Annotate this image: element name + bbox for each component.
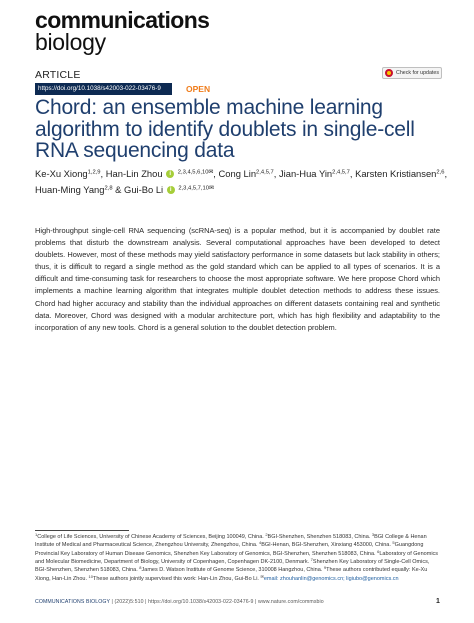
doi-link[interactable]: https://doi.org/10.1038/s42003-022-03476-9 — [35, 83, 172, 95]
author-name[interactable]: Ke-Xu Xiong — [35, 168, 88, 179]
author-name[interactable]: Huan-Ming Yang — [35, 184, 105, 195]
journal-name-line2: biology — [35, 29, 106, 55]
footnote-number: 9 — [323, 565, 327, 571]
footnote-number: 10 — [88, 573, 93, 579]
footnote-text: College of Life Sciences, University of Chinese Academy of Sciences, Beijing 100049, China. — [37, 534, 266, 540]
footnote-text: Guangdong Provincial Key Laboratory of Human Disease Genomics, Shenzhen Key Laboratory of Genomics, BGI-Shenzhen, Shenzhen 518083, China. — [35, 542, 424, 557]
footnote-text: These authors jointly supervised this work: Han-Lin Zhou, Gui-Bo Li. — [92, 575, 261, 582]
open-access-label: OPEN — [186, 84, 211, 94]
author-name[interactable]: Jian-Hua Yin — [278, 168, 333, 179]
footnote-text: BGI-Henan, BGI-Shenzhen, Xinxiang 453000, China. — [261, 542, 393, 549]
author-affiliation-marker: 2,6 — [436, 169, 445, 176]
footnote-number: 4 — [259, 540, 262, 546]
author-affiliation-marker: 2,8 — [104, 185, 113, 192]
affiliation-footnotes — [35, 533, 440, 583]
footnote-number: 7 — [310, 557, 313, 563]
author-affiliation-marker: 1,2,9 — [87, 169, 101, 176]
check-for-updates-label: Check for updates — [396, 70, 439, 76]
author-list — [35, 166, 455, 198]
orcid-icon[interactable] — [167, 186, 175, 194]
footnote-number: 2 — [265, 532, 268, 537]
author-separator: , — [444, 168, 448, 179]
author-affiliation-marker: 2,3,4,5,7,10✉ — [178, 185, 214, 192]
footer-citation: | (2022)5:510 | https://doi.org/10.1038/s42003-022-03476-9 | www.nature.com/commsbio — [111, 599, 324, 605]
author-affiliation-marker: 2,4,5,7 — [332, 169, 350, 176]
footer-citation-line — [35, 597, 324, 607]
corresponding-emails[interactable]: email: zhouhanlin@genomics.cn; ligiubo@genomics.cn — [263, 575, 399, 582]
author-name[interactable]: Han-Lin Zhou — [105, 168, 163, 179]
author-separator: , — [100, 168, 106, 179]
footnote-text: James D. Watson Institute of Genome Science, 310008 Hangzhou, China. — [141, 567, 324, 574]
crossmark-icon — [385, 69, 393, 77]
footer-journal-name: COMMUNICATIONS BIOLOGY — [35, 599, 110, 605]
footnote-divider — [35, 530, 129, 531]
check-for-updates-button[interactable] — [382, 67, 442, 79]
page-number: 1 — [436, 598, 440, 605]
footnote-number: 6 — [377, 548, 380, 554]
footnote-text: BGI-Shenzhen, Shenzhen 518083, China. — [267, 534, 372, 540]
article-title: Chord: an ensemble machine learning algorithm to identify doublets in single-cell RNA sequencing data — [35, 96, 415, 163]
author-separator: , — [349, 168, 356, 179]
journal-logo — [35, 9, 209, 53]
author-affiliation-marker: 2,3,4,5,6,10✉ — [177, 169, 214, 176]
email-mark-icon: ✉ — [260, 573, 264, 579]
footnote-number: 5 — [392, 540, 395, 546]
author-name[interactable]: Gui-Bo Li — [124, 184, 164, 195]
footnote-number: 3 — [371, 532, 375, 537]
footnote-number: 1 — [35, 532, 38, 537]
footnote-text: Laboratory of Genomics and Molecular Biomedicine, Department of Biology, University of Copenhagen, Copenhagen DK-2100, Denmark. — [35, 550, 439, 566]
abstract-text: High-throughput single-cell RNA sequencing (scRNA-seq) is a popular method, but it is accompanied by doublet rate problems that disturb the downstream analysis. Several computational approaches have been developed to detect doublets. However, most of these methods may yield satisfactory performance in some datasets but lack stability in others; thus, it is difficult to regard a single method as the gold standard which can be applied to all types of scenarios. It is a difficult and time-consuming task for researchers to choose the most appropriate software. We here propose Chord which implements a machine learning algorithm that integrates multiple doublet detection methods to address these issues. Chord had higher accuracy and stability than the individual approaches on different datasets containing real and synthetic data. Moreover, Chord was designed with a modular architecture port, which has high flexibility and adaptability to the incorporation of any new tools. Chord is a general solution to the doublet detection problem. — [35, 226, 440, 332]
author-name[interactable]: Karsten Kristiansen — [355, 168, 437, 179]
article-type-label: ARTICLE — [35, 69, 81, 81]
author-separator: , — [273, 168, 279, 179]
footnote-text: BGI College & Henan Institute of Medical and Pharmaceutical Science, Zhengzhou University, Zhengzhou, China. — [35, 534, 427, 549]
abstract — [35, 225, 440, 334]
footnote-text: These authors contributed equally: Ke-Xu Xiong, Han-Lin Zhou. — [35, 567, 428, 582]
footnote-number: 8 — [139, 565, 142, 571]
orcid-icon[interactable] — [166, 170, 174, 178]
page-footer — [35, 597, 440, 607]
author-name[interactable]: Cong Lin — [218, 168, 257, 179]
journal-name-line1: communications — [35, 7, 210, 33]
author-separator: , — [213, 168, 219, 179]
author-separator: & — [112, 184, 125, 195]
author-affiliation-marker: 2,4,5,7 — [256, 169, 274, 176]
footnote-text: Shenzhen Key Laboratory of Single-Cell Omics, BGI-Shenzhen, Shenzhen 518083, China. — [35, 559, 430, 574]
